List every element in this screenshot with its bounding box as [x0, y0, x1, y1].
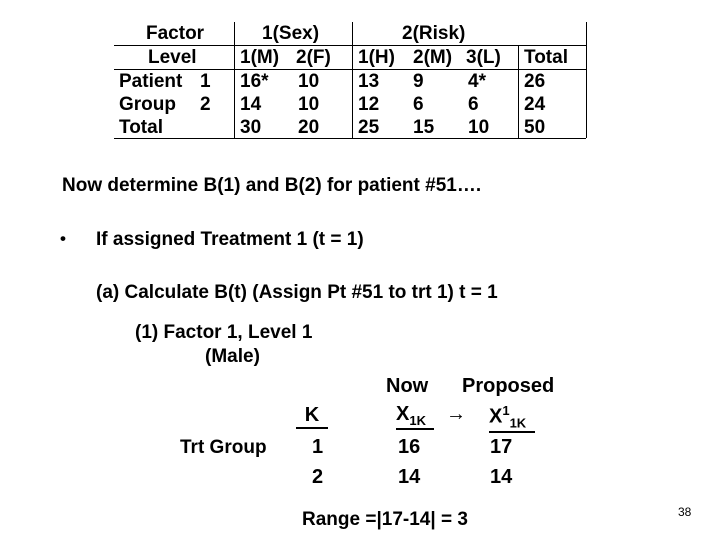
x-now-header [396, 403, 434, 430]
table-cell: 10 [298, 94, 320, 115]
table-cell: 20 [298, 117, 320, 138]
table-cell: 25 [358, 117, 380, 138]
table-cell: 10 [468, 117, 490, 138]
table-divider [586, 22, 587, 138]
x-proposed-header [489, 403, 535, 433]
row-label: Patient [119, 71, 183, 92]
step-1-sub-text: (Male) [205, 346, 260, 367]
header-level-1m: 1(M) [240, 47, 280, 68]
now-value: 14 [398, 466, 421, 488]
page-number: 38 [678, 505, 692, 519]
x-now-sub: 1K [409, 413, 426, 428]
header-level-1h: 1(H) [358, 47, 395, 68]
header-level: Level [148, 47, 197, 68]
header-total: Total [524, 47, 568, 68]
table-cell: 24 [524, 94, 546, 115]
table-cell: 30 [240, 117, 262, 138]
header-risk: 2(Risk) [402, 23, 466, 44]
now-value: 16 [398, 436, 421, 458]
bullet-text: If assigned Treatment 1 (t = 1) [96, 229, 364, 250]
step-a-text: (a) Calculate B(t) (Assign Pt #51 to trt 1) t = 1 [96, 282, 498, 303]
table-divider [518, 46, 519, 138]
table-divider [114, 45, 586, 46]
header-level-3l: 3(L) [466, 47, 501, 68]
intro-text: Now determine B(1) and B(2) for patient #51…. [62, 175, 482, 196]
row-label: Total [119, 117, 163, 138]
table-cell: 10 [298, 71, 320, 92]
table-divider [352, 22, 353, 138]
x-proposed-sub: 1K [509, 415, 527, 431]
x-now-base: X [396, 403, 410, 425]
step-1-text: (1) Factor 1, Level 1 [135, 322, 313, 343]
table-cell: 13 [358, 71, 380, 92]
table-cell: 26 [524, 71, 546, 92]
patient-factor-table [0, 0, 720, 145]
table-cell: 50 [524, 117, 546, 138]
k-value: 1 [312, 436, 324, 458]
header-level-2f: 2(F) [296, 47, 331, 68]
arrow-icon: → [446, 403, 466, 425]
trt-group-label: Trt Group [180, 437, 267, 458]
table-cell: 6 [413, 94, 424, 115]
bullet-icon: • [60, 229, 66, 248]
table-cell: 14 [240, 94, 262, 115]
x-proposed-base: X [489, 405, 503, 428]
proposed-label: Proposed [462, 375, 555, 397]
row-label: Group [119, 94, 176, 115]
row-number: 1 [200, 71, 211, 92]
proposed-value: 17 [490, 436, 513, 458]
table-cell: 9 [413, 71, 424, 92]
now-label: Now [386, 375, 429, 397]
table-divider [234, 22, 235, 138]
table-cell: 4* [468, 71, 486, 92]
table-cell: 12 [358, 94, 380, 115]
proposed-value: 14 [490, 466, 513, 488]
x-proposed-sup: 1 [502, 403, 510, 418]
table-cell: 6 [468, 94, 479, 115]
table-divider [114, 138, 586, 139]
k-label: K [304, 404, 320, 426]
table-divider [114, 69, 586, 70]
header-sex: 1(Sex) [262, 23, 320, 44]
k-header [296, 404, 328, 429]
header-factor: Factor [146, 23, 205, 44]
row-number: 2 [200, 94, 211, 115]
range-result: Range =|17-14| = 3 [302, 509, 468, 530]
header-level-2m: 2(M) [413, 47, 453, 68]
table-cell: 15 [413, 117, 435, 138]
k-value: 2 [312, 466, 324, 488]
table-cell: 16* [240, 71, 269, 92]
